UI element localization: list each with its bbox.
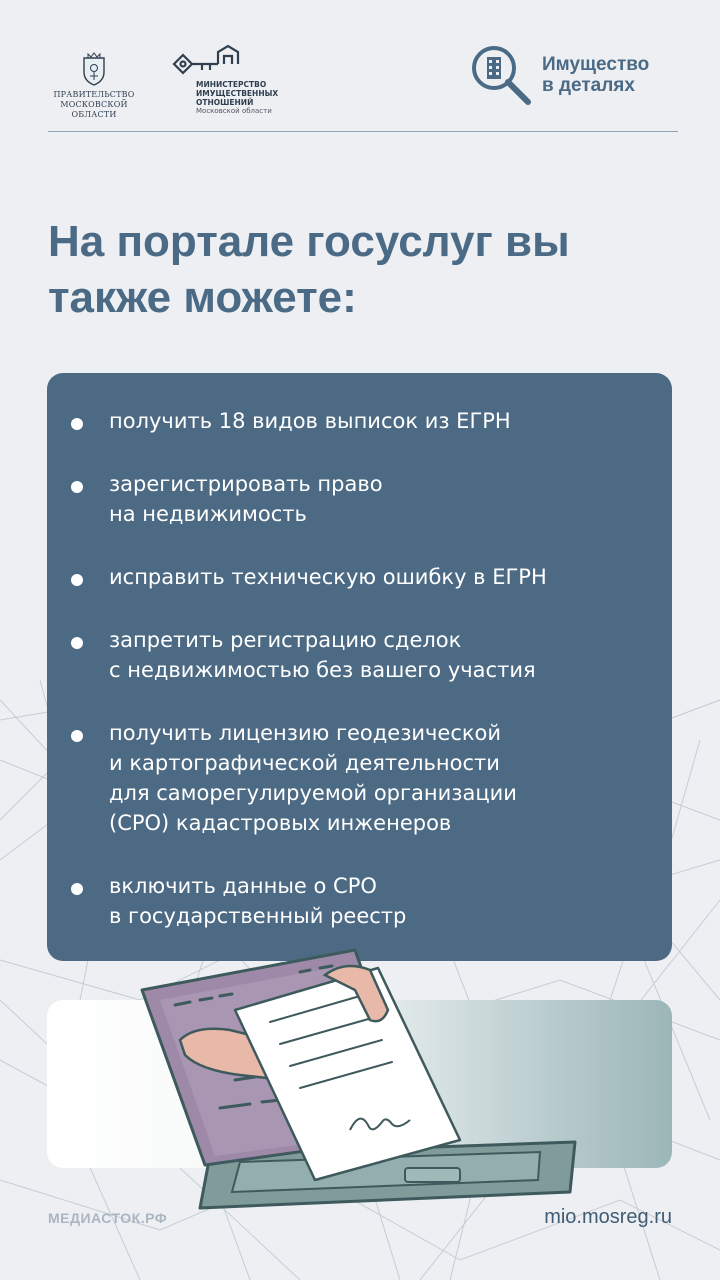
moscow-region-coat-of-arms-icon: [81, 52, 107, 86]
list-item-line: получить 18 видов выписок из ЕГРН: [109, 409, 511, 433]
services-list: [71, 406, 642, 931]
list-item-line: для саморегулируемой организации: [109, 781, 517, 805]
bullet-icon: [71, 637, 83, 649]
bullet-icon: [71, 883, 83, 895]
brand-name-line: в деталях: [542, 75, 635, 96]
list-item: [71, 625, 642, 685]
page-title-line: На портале госуслуг вы: [48, 217, 570, 266]
building-magnifier-icon: [470, 44, 534, 108]
list-item: [71, 562, 642, 592]
bullet-icon: [71, 730, 83, 742]
government-logo: [44, 52, 144, 120]
list-item-line: (СРО) кадастровых инженеров: [109, 811, 452, 835]
list-item-line: включить данные о СРО: [109, 874, 377, 898]
list-item-line: и картографической деятельности: [109, 751, 500, 775]
footer-website-link[interactable]: mio.mosreg.ru: [544, 1206, 672, 1228]
list-item-line: на недвижимость: [109, 502, 307, 526]
ministry-logo-line: МИНИСТЕРСТВО: [196, 80, 267, 89]
laptop-document-hands-illustration: [120, 930, 590, 1220]
gov-logo-line: ПРАВИТЕЛЬСТВО: [53, 90, 135, 99]
list-item: [71, 718, 642, 838]
bullet-icon: [71, 574, 83, 586]
list-item: [71, 469, 642, 529]
list-item-line: с недвижимостью без вашего участия: [109, 658, 536, 682]
list-item: [71, 406, 642, 436]
header-divider: [48, 131, 678, 132]
page-title-line: также можете:: [48, 273, 357, 322]
ministry-logo-subline: Московской области: [196, 107, 272, 115]
list-item-line: исправить техническую ошибку в ЕГРН: [109, 565, 547, 589]
footer-source: МЕДИАСТОК.РФ: [48, 1210, 168, 1226]
brand-name-line: Имущество: [542, 54, 650, 75]
list-item-line: зарегистрировать право: [109, 472, 383, 496]
bullet-icon: [71, 481, 83, 493]
list-item-line: получить лицензию геодезической: [109, 721, 502, 745]
list-item-line: в государственный реестр: [109, 904, 407, 928]
brand-logo: [470, 44, 690, 108]
ministry-logo: [172, 44, 322, 116]
page-title: [48, 214, 688, 326]
list-item-line: запретить регистрацию сделок: [109, 628, 462, 652]
bullet-icon: [71, 418, 83, 430]
gov-logo-line: ОБЛАСТИ: [71, 110, 117, 119]
gov-logo-line: МОСКОВСКОЙ: [60, 100, 128, 109]
services-card: [47, 373, 672, 961]
list-item: [71, 871, 642, 931]
ministry-logo-line: ИМУЩЕСТВЕННЫХ: [196, 89, 279, 98]
key-house-icon: [172, 44, 244, 78]
ministry-logo-line: ОТНОШЕНИЙ: [196, 98, 254, 107]
